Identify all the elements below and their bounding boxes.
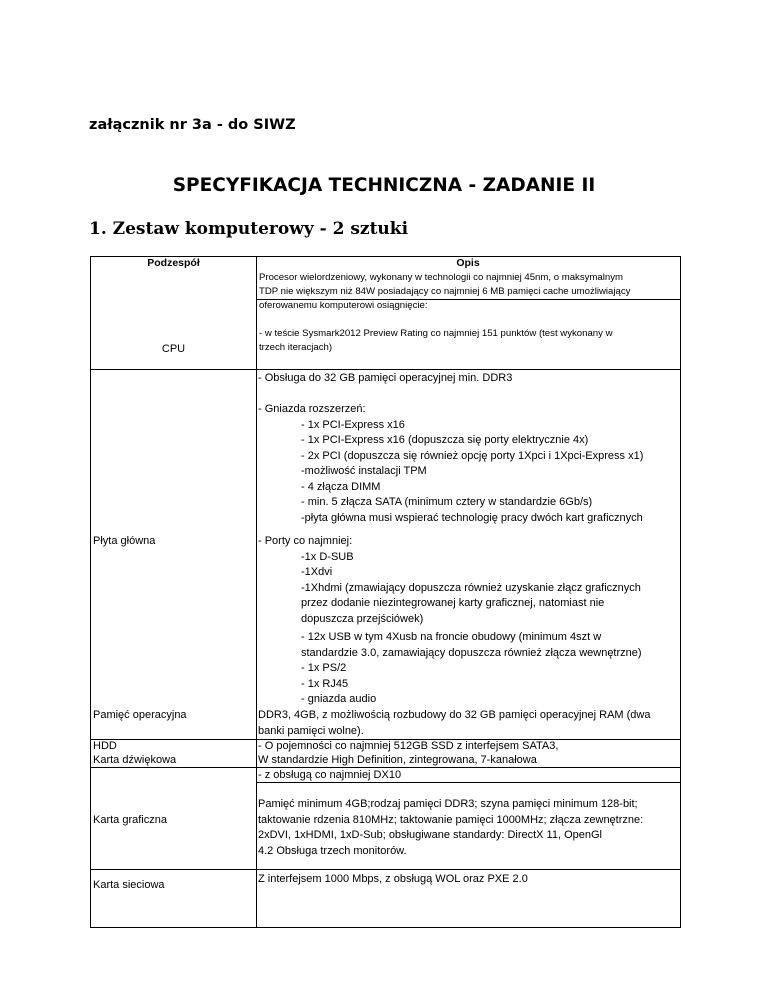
list-item: -1Xhdmi (zmawiający dopuszcza również uzyskanie złącz graficznych [301,581,641,594]
list-item: dopuszcza przejściówek) [301,612,424,625]
text-line: banki pamięci wolne). [258,724,364,737]
spec-table [90,256,681,928]
list-item: - 4 złącza DIMM [301,480,381,493]
list-item: - 1x PCI-Express x16 (dopuszcza się porty elektrycznie 4x) [301,434,589,446]
list-item: - 2x PCI (dopuszcza się również opcję porty 1Xpci i 1Xpci-Express x1) [301,449,644,462]
list-item: -płyta główna musi wspierać technologię pracy dwóch kart graficznych [301,511,643,524]
text-line: oferowanemu komputerowi osiągnięcie: [259,300,428,312]
motherboard-label: Płyta główna [93,535,156,547]
list-item: - 1x PCI-Express x16 [301,418,405,431]
text-line: trzech iteracjach) [259,342,333,354]
sound-label: Karta dźwiękowa [93,754,177,766]
gpu-dx-support: - z obsługą co najmniej DX10 [258,769,402,781]
text-line: - w teście Sysmark2012 Preview Rating co najmniej 151 punktów (test wykonany w [259,328,613,339]
row-divider [91,369,680,370]
ports-list-extra [258,630,642,708]
section-heading: 1. Zestaw komputerowy - 2 sztuki [89,219,409,239]
ram-description [258,708,651,739]
list-item: - 1x PS/2 [301,662,347,674]
list-item: - gniazda audio [301,693,377,705]
gpu-description [258,797,643,859]
network-description: Z interfejsem 1000 Mbps, z obsługą WOL oraz PXE 2.0 [258,873,528,885]
list-item: - min. 5 złącza SATA (minimum cztery w standardzie 6Gb/s) [301,496,593,508]
text-line: - Gniazda rozszerzeń: [258,403,366,415]
cpu-benchmark [259,327,613,355]
list-item: standardzie 3.0, zamawiający dopuszcza również złącza wewnętrzne) [301,646,642,659]
header-component: Podzespół [147,257,200,269]
annex-label: załącznik nr 3a - do SIWZ [89,117,296,133]
row-divider [91,869,680,870]
hdd-label: HDD [93,740,117,752]
hdd-description: - O pojemności co najmniej 512GB SSD z interfejsem SATA3, [258,740,559,752]
list-item: - 12x USB w tym 4Xusb na froncie obudowy (minimum 4szt w [301,631,602,643]
list-item: - 1x RJ45 [301,677,349,690]
text-line: TDP nie większym niż 84W posiadający co najmniej 6 MB pamięci cache umożliwiający [259,286,631,298]
ports-list [258,534,641,627]
ram-label: Pamięć operacyjna [93,709,187,721]
text-line: 4.2 Obsługa trzech monitorów. [258,844,407,857]
cpu-description [259,271,630,314]
expansion-slots [258,402,643,526]
header-description: Opis [456,257,480,269]
cpu-label: CPU [161,343,186,355]
text-line: Procesor wielordzeniowy, wykonany w technologii co najmniej 45nm, o maksymalnym [259,272,624,283]
list-item: przez dodanie niezintegrowanej karty graficznej, natomiast nie [301,597,605,609]
text-line: - Porty co najmniej: [258,535,353,547]
sound-description: W standardzie High Definition, zintegrowana, 7-kanałowa [258,754,537,766]
text-line: Pamięć minimum 4GB;rodzaj pamięci DDR3; szyna pamięci minimum 128-bit; [258,798,638,810]
list-item: -1Xdvi [301,566,333,578]
text-line: DDR3, 4GB, z możliwością rozbudowy do 32 GB pamięci operacyjnej RAM (dwa [258,709,651,721]
page-title: SPECYFIKACJA TECHNICZNA - ZADANIE II [172,175,596,196]
column-divider [256,257,257,927]
network-label: Karta sieciowa [93,879,165,891]
gpu-label: Karta graficzna [93,814,167,826]
text-line: taktowanie rdzenia 810MHz; taktowanie pamięci 1000MHz; złącza zewnętrzne: [258,813,644,826]
text-line: 2xDVI, 1xHDMI, 1xD-Sub; obsługiwane standardy: DirectX 11, OpenGl [258,829,603,841]
motherboard-memory: - Obsługa do 32 GB pamięci operacyjnej min. DDR3 [258,372,513,384]
list-item: -1x D-SUB [301,550,354,563]
list-item: -możliwość instalacji TPM [301,465,427,477]
